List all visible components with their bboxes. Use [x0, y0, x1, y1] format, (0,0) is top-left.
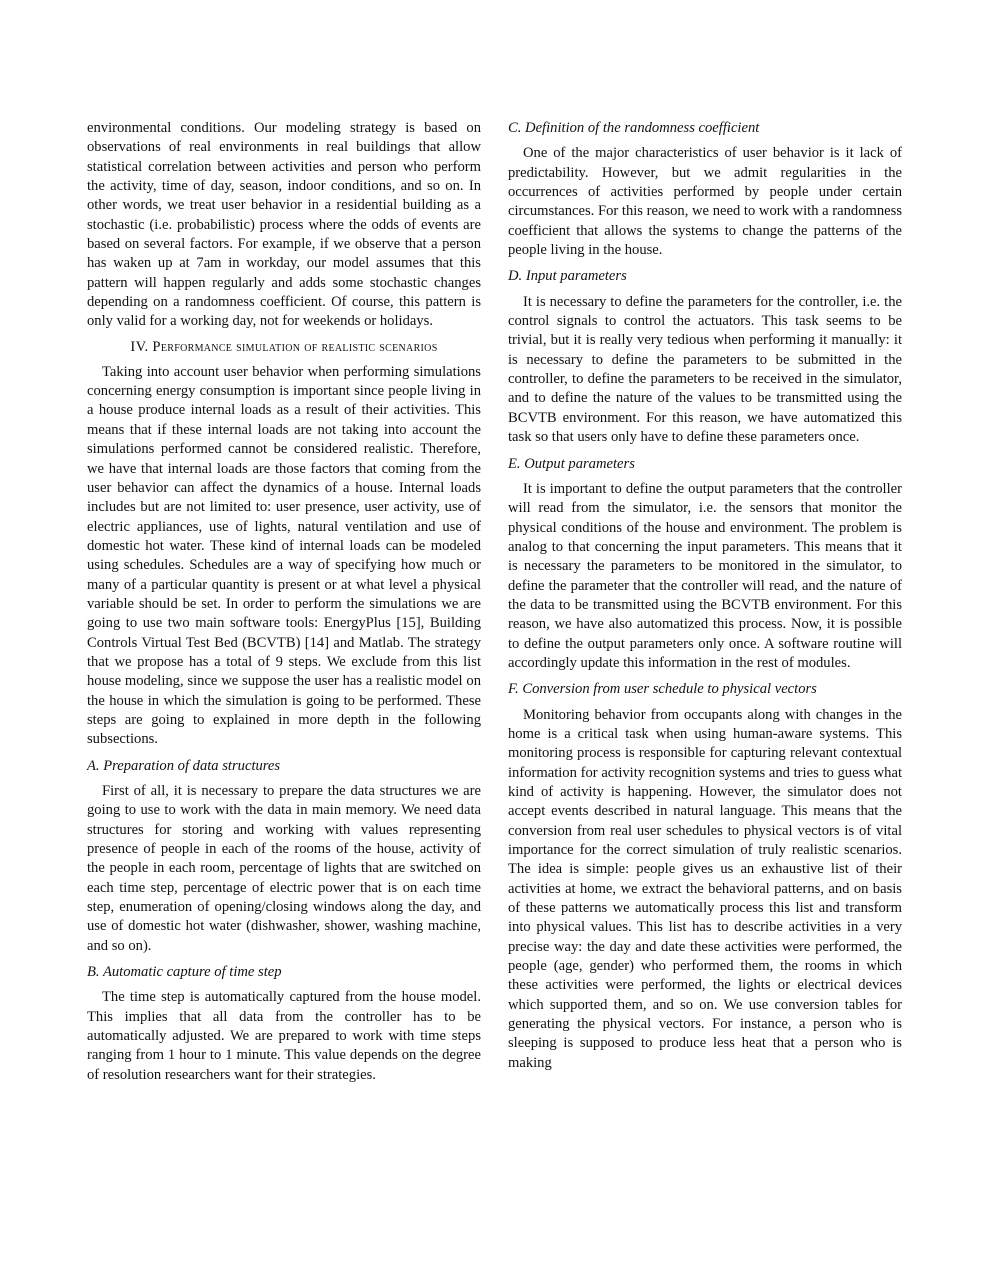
- section-iv-paragraph: Taking into account user behavior when performing simulations concerning energy consumption is important since people living in a house produce internal loads as a result of their activities. This means that if these internal loads are not taking into account the simulations performed cannot be considered realistic. Therefore, we have that internal loads are those factors that coming from the user behavior can affect the dynamics of a house. Internal loads includes but are not limited to: user presence, user activity, use of electric appliances, use of lights, natural ventilation and use of domestic hot water. These kind of internal loads can be modeled using schedules. Schedules are a way of specifying how much or many of a particular quantity is present or at what level a physical variable should be set. In order to perform the simulations we are going to use two main software tools: EnergyPlus [15], Building Controls Virtual Test Bed (BCVTB) [14] and Matlab. The strategy that we propose has a total of 9 steps. We exclude from this list house modeling, since we suppose the user has a realistic model on the house in which the simulation is going to be performed. These steps are going to explained in more depth in the following subsections.: [87, 363, 481, 748]
- subsection-f-paragraph: Monitoring behavior from occupants along with changes in the home is a critical task when using human-aware systems. This monitoring process is responsible for capturing relevant contextual information for activity recognition systems and tries to guess what kind of activity is happening. However, the simulator does not accept events described in natural language. This means that the conversion from real user schedules to physical vectors is of vital importance for the correct simulation of truly realistic scenarios. The idea is simple: people gives us an exhaustive list of their activities at home, we extract the behavioral patterns, and on basis of these patterns we automatically process this list and transform into physical values. This list has to describe activities in a very precise way: the day and date these activities were performed, the people (age, gender) who performed them, the rooms in which these activities were performed, the lights or electrical devices which supported them, and so on. We use conversion tables for generating the physical vectors. For instance, a person who is sleeping is supposed to produce less heat that a person who is making: [508, 706, 902, 1071]
- subsection-c-paragraph: One of the major characteristics of user behavior is it lack of predictability. However, but we admit regularities in the occurrences of activities performed by people under certain circumstances. For this reason, we need to work with a randomness coefficient that allows the systems to change the patterns of the people living in the house.: [508, 145, 902, 259]
- left-column: [87, 119, 481, 1085]
- subsection-f-heading: F. Conversion from user schedule to physical vectors: [508, 681, 817, 698]
- subsection-d-paragraph: It is necessary to define the parameters for the controller, i.e. the control signals to control the actuators. This task seems to be trivial, but it is really very tedious when performing it manually: it is necessary to define the parameters to be submitted in the controller, to define the parameters to be received in the simulator, and to define the nature of the values to be transmitted using the BCVTB environment. For this reason, we have automatized this task so that users only have to define these parameters once.: [508, 293, 902, 446]
- subsection-e-paragraph: It is important to define the output parameters that the controller will read from the simulator, i.e. the sensors that monitor the physical conditions of the house and environment. The problem is analog to that concerning the input parameters. This means that it is necessary the parameters to be monitored in the simulator, to define the parameter that the controller will read, and the nature of the data to be transmitted using the BCVTB environment. For this reason, we have also automatized this process. Now, it is possible to define the output parameters only once. A software routine will accordingly update this information in the rest of modules.: [508, 480, 902, 671]
- intro-paragraph: environmental conditions. Our modeling strategy is based on observations of real environments in real buildings that allow statistical correlation between activities and person who perform the activity, time of day, season, indoor conditions, and so on. In other words, we treat user behavior in a residential building as a stochastic (i.e. probabilistic) process where the odds of events are based on several factors. For example, if we observe that a person has waken up at 7am in workday, our model assumes that this pattern will happen regularly and adds some stochastic changes depending on a randomness coefficient. Of course, this pattern is only valid for a working day, not for weekends or holidays.: [87, 120, 481, 330]
- subsection-b-heading: B. Automatic capture of time step: [87, 964, 282, 981]
- subsection-b-paragraph: The time step is automatically captured from the house model. This implies that all data from the controller has to be automatically adjusted. We are prepared to work with time steps ranging from 1 hour to 1 minute. This value depends on the degree of resolution researchers want for their strategies.: [87, 989, 481, 1083]
- subsection-a-paragraph: First of all, it is necessary to prepare the data structures we are going to use to work with the data in main memory. We need data structures for storing and working with values representing presence of people in each of the rooms of the house, activity of the people in each room, percentage of lights that are switched on each time step, percentage of electric power that is on each time step, enumeration of opening/closing windows along the day, and use of domestic hot water (dishwasher, shower, washing machine, and so on).: [87, 783, 481, 954]
- subsection-d-heading: D. Input parameters: [508, 268, 627, 285]
- section-iv-heading: IV. Performance simulation of realistic scenarios: [130, 338, 438, 355]
- subsection-e-heading: E. Output parameters: [508, 455, 635, 472]
- subsection-a-heading: A. Preparation of data structures: [87, 757, 281, 774]
- subsection-c-heading: C. Definition of the randomness coefficient: [508, 120, 760, 136]
- right-column: [508, 119, 902, 1073]
